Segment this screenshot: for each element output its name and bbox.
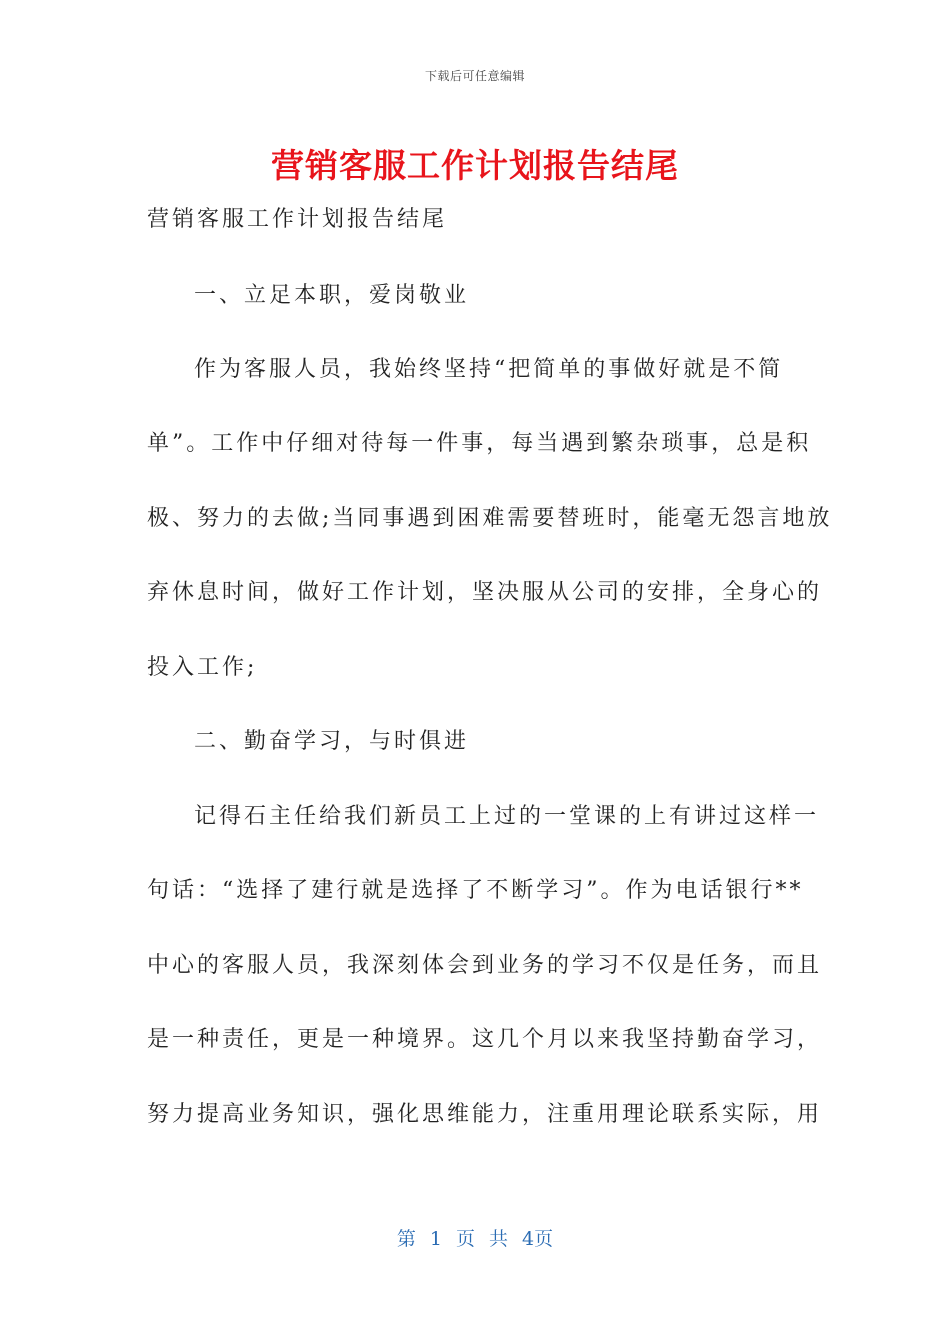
footer-current-page: 1	[429, 1228, 442, 1250]
paragraph-line: 弃休息时间，做好工作计划，坚决服从公司的安排，全身心的	[147, 580, 823, 605]
section-heading-1: 一、立足本职，爱岗敬业	[194, 283, 470, 308]
footer-page-word: 第	[396, 1228, 416, 1250]
paragraph-line: 中心的客服人员，我深刻体会到业务的学习不仅是任务，而且	[147, 953, 823, 978]
header-note: 下载后可任意编辑	[424, 69, 525, 83]
footer-total-word: 共	[489, 1228, 509, 1250]
document-title: 营销客服工作计划报告结尾	[271, 146, 679, 185]
page-footer	[0, 1224, 950, 1251]
paragraph-line: 记得石主任给我们新员工上过的一堂课的上有讲过这样一	[194, 804, 820, 829]
paragraph-line: 句话：“选择了建行就是选择了不断学习”。作为电话银行**	[147, 878, 804, 903]
paragraph-line: 极、努力的去做;当同事遇到困难需要替班时，能毫无怨言地放	[147, 506, 833, 531]
section-heading-2: 二、勤奋学习，与时俱进	[194, 729, 470, 754]
footer-total-pages: 4页	[522, 1228, 554, 1250]
paragraph-line: 作为客服人员，我始终坚持“把简单的事做好就是不简	[194, 357, 784, 382]
paragraph-line: 投入工作;	[147, 655, 258, 680]
paragraph-line: 是一种责任，更是一种境界。这几个月以来我坚持勤奋学习，	[147, 1027, 823, 1052]
body-line-subtitle: 营销客服工作计划报告结尾	[147, 207, 448, 232]
paragraph-line: 努力提高业务知识，强化思维能力，注重用理论联系实际，用	[147, 1102, 823, 1127]
paragraph-line: 单”。工作中仔细对待每一件事，每当遇到繁杂琐事，总是积	[147, 431, 812, 456]
footer-page-unit: 页	[455, 1228, 475, 1250]
